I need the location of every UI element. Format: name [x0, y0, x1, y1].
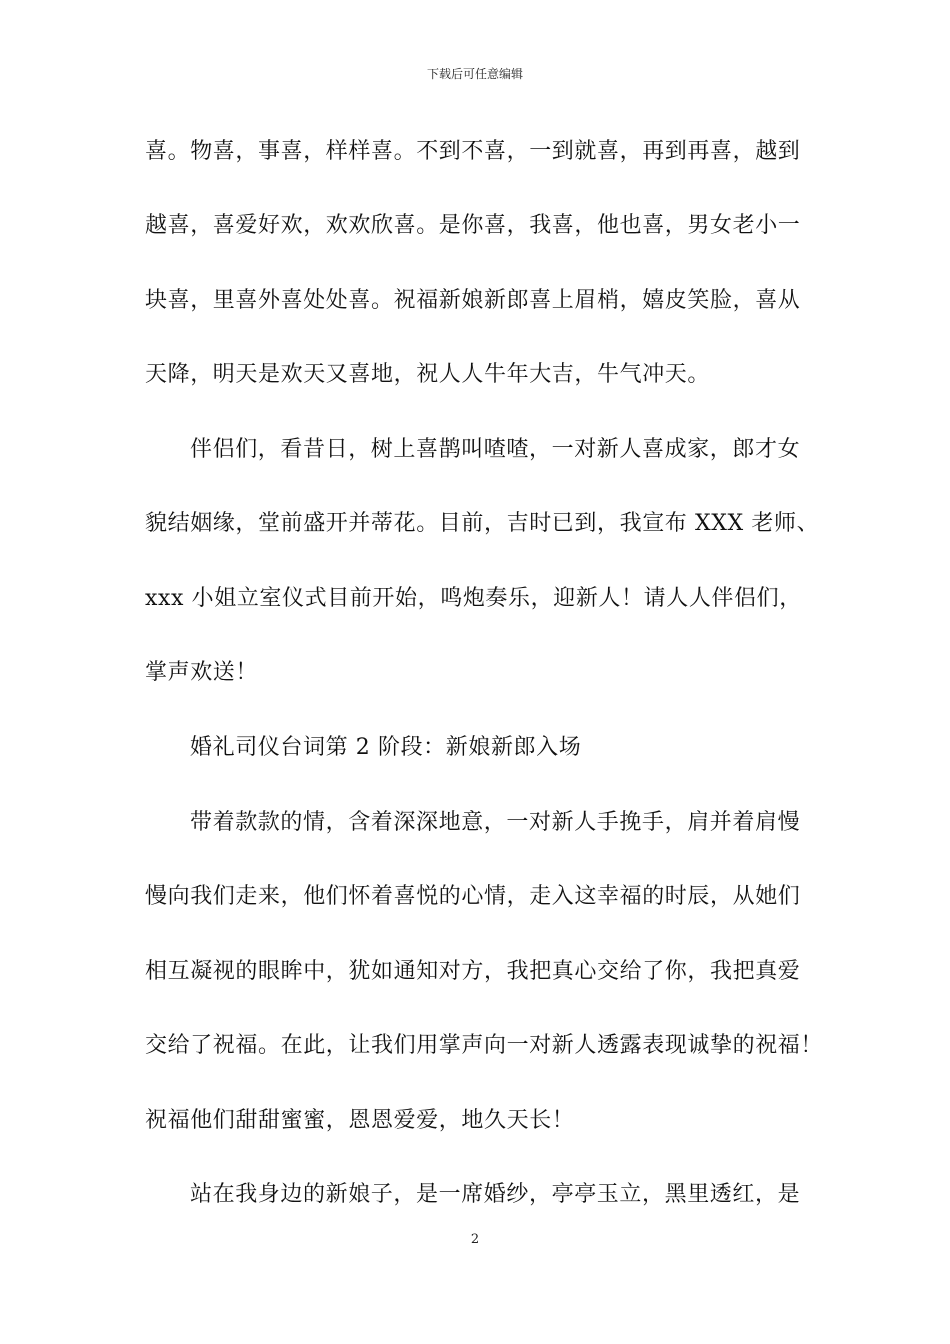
text-line: 天降，明天是欢天又喜地，祝人人牛年大吉，牛气冲天。: [145, 362, 711, 387]
text-line: 块喜，里喜外喜处处喜。祝福新娘新郎喜上眉梢，嬉皮笑脸，喜从: [145, 288, 801, 313]
text-line: 伴侣们，看昔日，树上喜鹊叫喳喳，一对新人喜成家，郎才女: [190, 437, 801, 462]
text-line: 相互凝视的眼眸中，犹如通知对方，我把真心交给了你，我把真爱: [145, 959, 801, 984]
text-line: 喜。物喜，事喜，样样喜。不到不喜，一到就喜，再到再喜，越到: [145, 139, 801, 164]
text-line: 掌声欢送！: [145, 660, 259, 685]
text-line: 交给了祝福。在此，让我们用掌声向一对新人透露表现诚挚的祝福！: [145, 1033, 824, 1058]
page-header: 下载后可任意编辑: [426, 67, 523, 81]
text-line: xxx 小姐立室仪式目前开始，鸣炮奏乐，迎新人！请人人伴侣们，: [145, 586, 802, 611]
text-line: 慢向我们走来，他们怀着喜悦的心情，走入这幸福的时辰，从她们: [145, 884, 801, 909]
text-line: 貌结姻缘，堂前盛开并蒂花。目前，吉时已到，我宣布 XXX 老师、: [145, 511, 820, 536]
page-number: 2: [470, 1232, 480, 1247]
text-line: 祝福他们甜甜蜜蜜，恩恩爱爱，地久天长！: [145, 1108, 575, 1133]
text-line: 站在我身边的新娘子，是一席婚纱，亭亭玉立，黑里透红，是: [190, 1182, 801, 1207]
text-line: 带着款款的情，含着深深地意，一对新人手挽手，肩并着肩慢: [190, 810, 801, 835]
section-heading: 婚礼司仪台词第 2 阶段：新娘新郎入场: [190, 735, 582, 760]
text-line: 越喜，喜爱好欢，欢欢欣喜。是你喜，我喜，他也喜，男女老小一: [145, 213, 801, 238]
